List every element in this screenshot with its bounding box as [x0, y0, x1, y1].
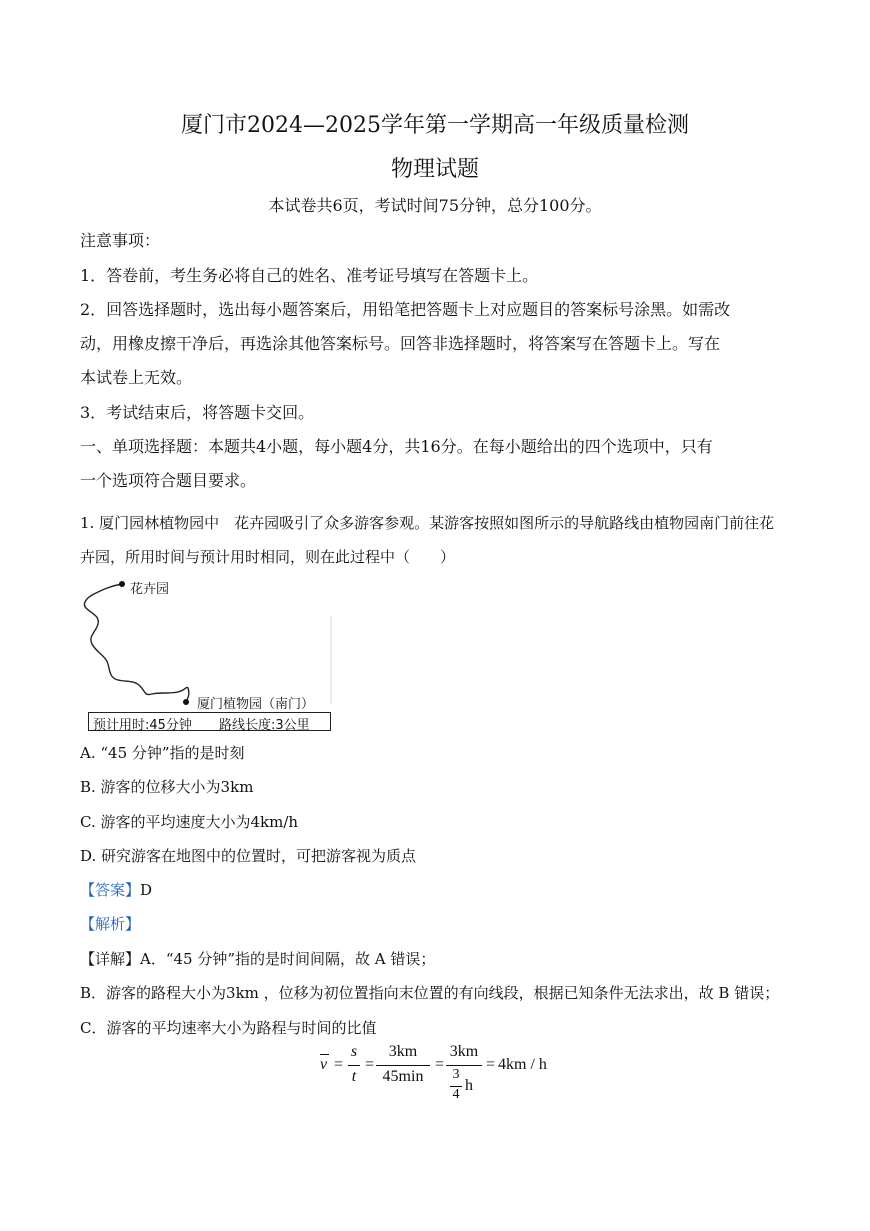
analysis-tag: 【解析】 [80, 915, 141, 933]
answer-line [80, 881, 152, 900]
end-label: 厦门植物园（南门） [197, 697, 315, 712]
figure-caption-box [88, 712, 331, 731]
end-point-marker [183, 699, 189, 705]
note-item: 1．答卷前，考生务必将自己的姓名、准考证号填写在答题卡上。 [80, 266, 539, 285]
caption-length: 路线长度:3公里 [219, 718, 310, 733]
note-item: 动，用橡皮擦干净后，再选涂其他答案标号。回答非选择题时，将答案写在答题卡上。写在 [80, 334, 721, 353]
note-item: 本试卷上无效。 [80, 368, 193, 387]
notes-heading: 注意事项： [80, 231, 161, 250]
formula-den1: 45min [382, 1068, 424, 1085]
formula-eq: = [435, 1056, 445, 1073]
formula-v: v [320, 1056, 328, 1073]
question-stem: 1. 厦门园林植物园中 花卉园吸引了众多游客参观。某游客按照如图所示的导航路线由植物园南门前往花 [80, 514, 775, 532]
caption-time: 预计用时:45分钟 [93, 718, 192, 733]
section-heading: 一、单项选择题：本题共4小题，每小题4分，共16分。在每小题给出的四个选项中，只有 [80, 437, 713, 456]
route-figure [80, 576, 335, 736]
start-label: 花卉园 [130, 582, 170, 597]
option-c: C. 游客的平均速度大小为4km/h [80, 813, 299, 831]
detail-a [80, 950, 435, 969]
option-a: A. “45 分钟”指的是时刻 [80, 744, 245, 762]
formula-den2-den: 4 [452, 1087, 460, 1102]
route-path [84, 584, 188, 702]
detail-b: B．游客的路程大小为3km ，位移为初位置指向末位置的有向线段，根据已知条件无法求出，故 B 错误； [80, 984, 780, 1002]
formula-eq: = [334, 1056, 344, 1073]
detail-a-text: A．“45 分钟”指的是时间间隔，故 A 错误； [140, 950, 436, 968]
formula-num1: 3km [388, 1043, 418, 1060]
formula-eq: = [365, 1056, 375, 1073]
option-b: B. 游客的位移大小为3km [80, 778, 254, 796]
start-point-marker [119, 581, 125, 587]
fraction-bar [376, 1065, 430, 1066]
detail-c: C．游客的平均速率大小为路程与时间的比值 [80, 1019, 377, 1037]
formula-result: 4km / h [498, 1056, 547, 1073]
formula-den2-num: 3 [452, 1067, 460, 1082]
formula-den2-unit: h [465, 1077, 473, 1094]
formula-eq: = [486, 1056, 496, 1073]
formula [316, 1044, 556, 1114]
formula-num2: 3km [449, 1043, 479, 1060]
detail-tag: 【详解】 [80, 950, 141, 968]
fraction-bar [446, 1065, 482, 1066]
section-heading-cont: 一个选项符合题目要求。 [80, 471, 257, 490]
v-bar [320, 1054, 329, 1055]
note-item: 3．考试结束后，将答题卡交回。 [80, 403, 315, 422]
answer-value: D [140, 881, 153, 899]
page-subtitle: 物理试题 [390, 157, 479, 182]
formula-s: s [350, 1043, 358, 1060]
fraction-bar [348, 1065, 360, 1066]
note-item: 2．回答选择题时，选出每小题答案后，用铅笔把答题卡上对应题目的答案标号涂黑。如需改 [80, 300, 731, 319]
formula-t: t [351, 1068, 357, 1085]
page-title: 厦门市2024—2025学年第一学期高一年级质量检测 [181, 113, 689, 138]
option-d: D. 研究游客在地图中的位置时，可把游客视为质点 [80, 847, 417, 865]
exam-info: 本试卷共6页，考试时间75分钟，总分100分。 [268, 196, 602, 215]
answer-tag: 【答案】 [80, 881, 141, 899]
question-stem-cont: 卉园，所用时间与预计用时相同，则在此过程中（ ） [80, 548, 456, 566]
